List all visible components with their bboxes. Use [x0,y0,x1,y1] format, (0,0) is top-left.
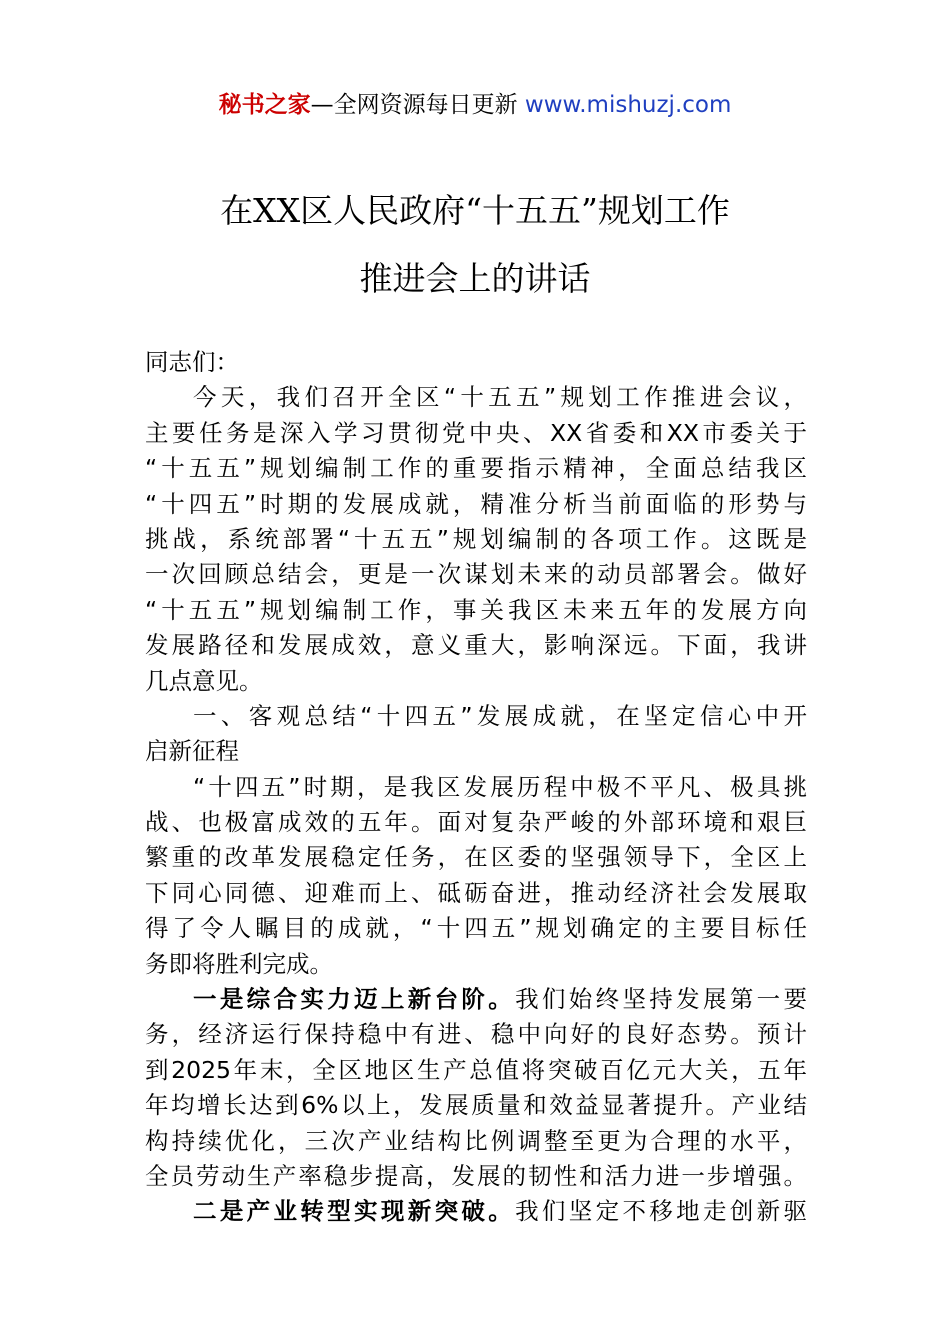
body-line [145,416,807,451]
body-line [145,522,807,557]
body-line-text: 一次回顾总结会，更是一次谋划未来的动员部署会。做好 [145,560,807,589]
body-line [145,628,807,663]
body-line [145,345,807,380]
body-line-text: “十五五”规划编制工作的重要指示精神，全面总结我区 [145,454,807,483]
body-line-text: “十四五”时期的发展成就，精准分析当前面临的形势与 [145,489,807,518]
body-line [145,557,807,592]
brand-name: 秘书之家 [218,92,311,118]
body-line [145,1053,807,1088]
body-line [145,1017,807,1052]
header-tagline: —全网资源每日更新 [310,92,518,118]
body-line-text: 我们坚定不移地走创新驱 [515,1197,808,1226]
body-line [145,770,807,805]
body-line-text: 构持续优化，三次产业结构比例调整至更为合理的水平， [145,1126,807,1155]
body-line [145,911,807,946]
body-line [145,664,807,699]
body-line-text: 繁重的改革发展稳定任务，在区委的坚强领导下，全区上 [145,843,807,872]
body-line-text: 今天，我们召开全区“十五五”规划工作推进会议， [193,383,807,412]
body-line-text: “十四五”时期，是我区发展历程中极不平凡、极具挑 [193,772,807,801]
body-line [145,593,807,628]
body-line [145,1124,807,1159]
body-line [145,487,807,522]
body-line-text: 战、也极富成效的五年。面对复杂严峻的外部环境和艰巨 [145,808,807,837]
body-line-text: 务，经济运行保持稳中有进、稳中向好的良好态势。预计 [145,1020,807,1049]
body-line [145,840,807,875]
body-line [145,734,807,769]
body-line [145,876,807,911]
body-line [145,1159,807,1194]
body-line-text: 年均增长达到6%以上，发展质量和效益显著提升。产业结 [145,1091,807,1120]
body-line [145,1194,807,1229]
document-body [145,345,807,1230]
body-line [145,805,807,840]
bold-lead-phrase: 二是产业转型实现新突破。 [193,1197,516,1226]
body-line-text: 几点意见。 [145,666,263,695]
body-line [145,1088,807,1123]
document-title-line-2: 推进会上的讲话 [359,259,591,298]
body-line-text: 得了令人瞩目的成就，“十四五”规划确定的主要目标任 [145,914,807,943]
body-line-text: 下同心同德、迎难而上、砥砺奋进，推动经济社会发展取 [145,878,807,907]
document-title-line-1: 在XX区人民政府“十五五”规划工作 [220,191,730,230]
body-line-text: 我们始终坚持发展第一要 [515,985,808,1014]
site-header [0,88,950,122]
body-line [145,947,807,982]
body-line [145,982,807,1017]
body-line-text: 一、客观总结“十四五”发展成就，在坚定信心中开 [193,701,807,730]
body-line-text: 同志们： [145,348,239,376]
bold-lead-phrase: 一是综合实力迈上新台阶。 [193,985,516,1014]
body-line [145,699,807,734]
body-line-text: 挑战，系统部署“十五五”规划编制的各项工作。这既是 [145,524,807,553]
body-line-text: 启新征程 [145,737,239,766]
site-url-link[interactable]: www.mishuzj.com [524,92,732,118]
body-line [145,380,807,415]
body-line-text: 务即将胜利完成。 [145,949,333,978]
body-line-text: 发展路径和发展成效，意义重大，影响深远。下面，我讲 [145,631,807,660]
body-line-text: 到2025年末，全区地区生产总值将突破百亿元大关，五年 [145,1055,807,1084]
body-line-text: 全员劳动生产率稳步提高，发展的韧性和活力进一步增强。 [145,1161,807,1190]
body-line-text: “十五五”规划编制工作，事关我区未来五年的发展方向 [145,595,807,624]
body-line-text: 主要任务是深入学习贯彻党中央、XX省委和XX市委关于 [145,418,807,447]
body-line [145,451,807,486]
